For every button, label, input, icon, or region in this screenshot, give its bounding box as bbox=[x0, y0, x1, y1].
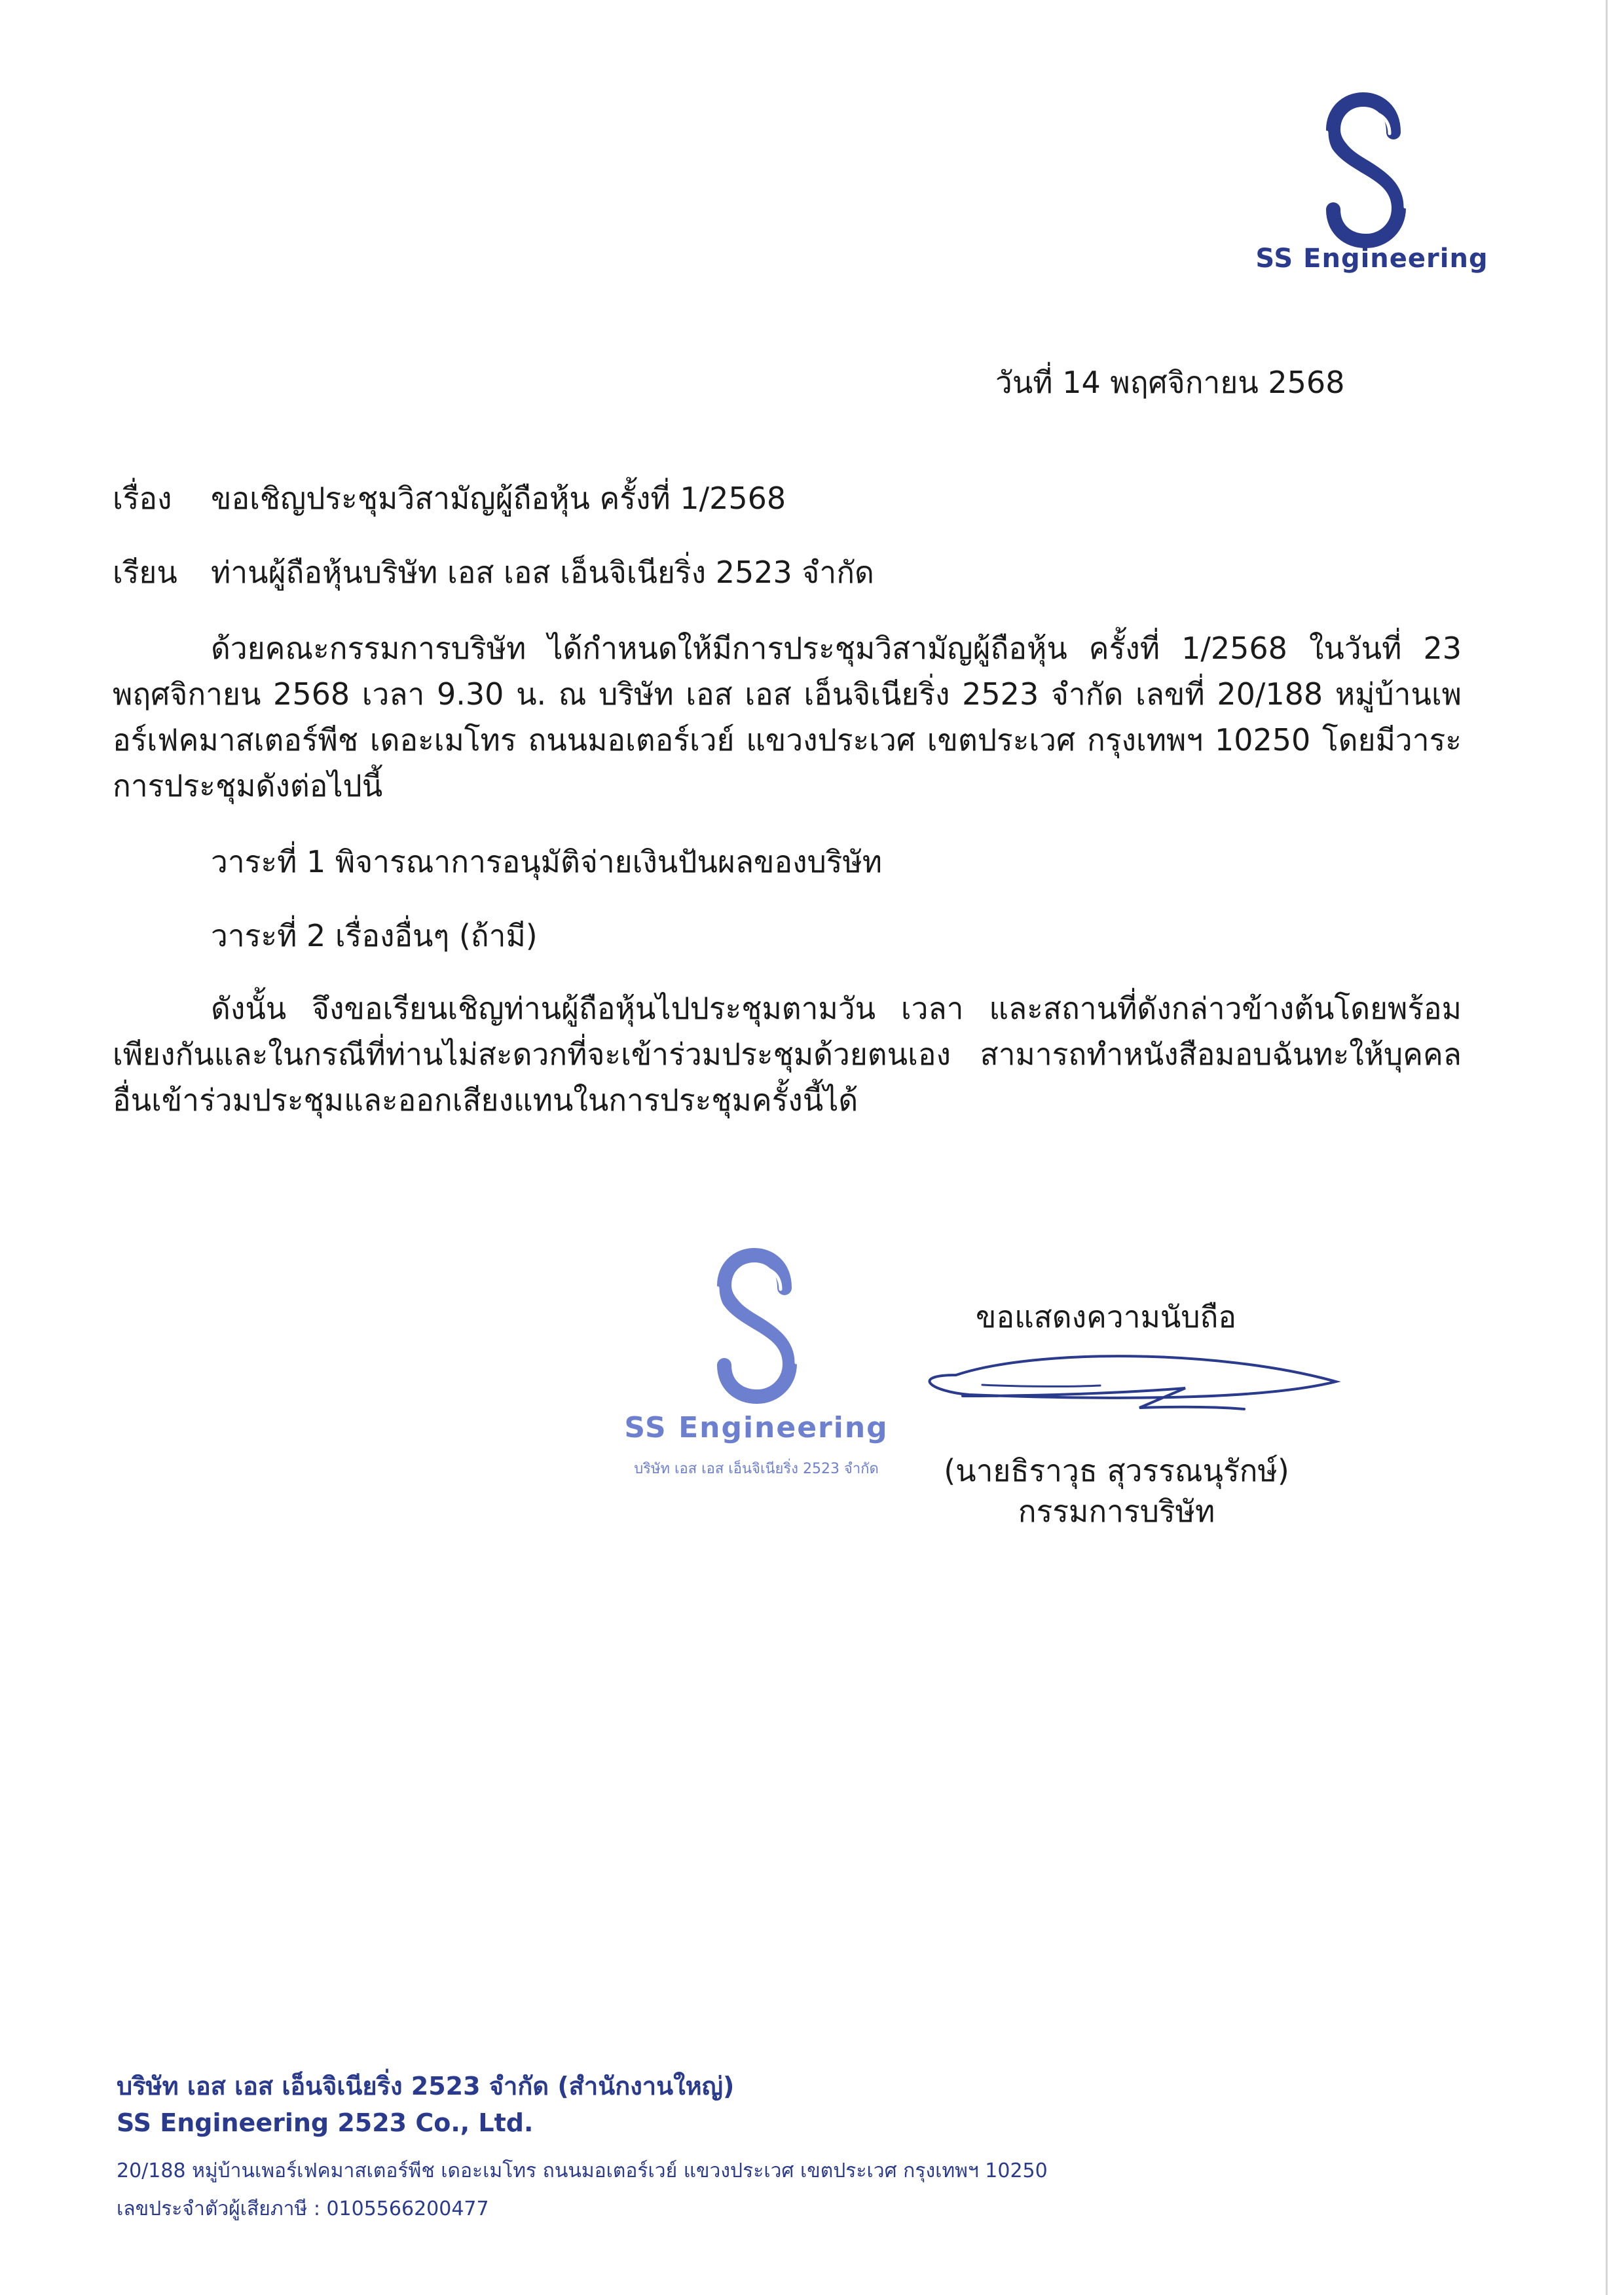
agenda-item-1: วาระที่ 1 พิจารณาการอนุมัติจ่ายเงินปันผลของบริษัท bbox=[211, 844, 883, 879]
footer-address: 20/188 หมู่บ้านเพอร์เฟคมาสเตอร์พีช เดอะเมโทร ถนนมอเตอร์เวย์ แขวงประเวศ เขตประเวศ กรุงเทพฯ 10250 bbox=[117, 2159, 1048, 2182]
subject-line bbox=[113, 475, 786, 523]
recipient-text: ท่านผู้ถือหุ้นบริษัท เอส เอส เอ็นจิเนียริ่ง 2523 จำกัด bbox=[211, 555, 874, 590]
signer-name: (นายธิราวุธ สุวรรณนุรักษ์) bbox=[944, 1453, 1289, 1488]
stamp-name: SS Engineering bbox=[624, 1411, 889, 1444]
stamp-subtitle: บริษัท เอส เอส เอ็นจิเนียริ่ง 2523 จำกัด bbox=[634, 1461, 879, 1477]
footer-company-english: SS Engineering 2523 Co., Ltd. bbox=[117, 2108, 534, 2137]
page-edge-line bbox=[1606, 0, 1608, 2295]
stamp-logo-icon bbox=[707, 1247, 805, 1405]
signer-title: กรรมการบริษัท bbox=[1018, 1494, 1215, 1529]
closing-text: ขอแสดงความนับถือ bbox=[976, 1299, 1237, 1334]
body-paragraph-2-text: ดังนั้น จึงขอเรียนเชิญท่านผู้ถือหุ้นไปประชุมตามวัน เวลา และสถานที่ดังกล่าวข้างต้นโดยพร้อมเพียงกันและในกรณีที่ท่านไม่สะดวกที่จะเข้าร่วมประชุมด้วยตนเอง สามารถทำหนังสือมอบฉันทะให้บุคคลอื่นเข้าร่วมประชุมและออกเสียงแทนในการประชุมครั้งนี้ได้ bbox=[113, 991, 1462, 1118]
body-paragraph-2 bbox=[113, 985, 1462, 1123]
agenda-item-2: วาระที่ 2 เรื่องอื่นๆ (ถ้ามี) bbox=[211, 918, 538, 953]
recipient-line bbox=[113, 549, 874, 597]
recipient-label: เรียน bbox=[113, 555, 177, 590]
footer-tax-id: เลขประจำตัวผู้เสียภาษี : 0105566200477 bbox=[117, 2197, 489, 2220]
letter-date: วันที่ 14 พฤศจิกายน 2568 bbox=[995, 365, 1345, 400]
body-paragraph-1-text: ด้วยคณะกรรมการบริษัท ได้กำหนดให้มีการประชุมวิสามัญผู้ถือหุ้น ครั้งที่ 1/2568 ในวันที่ 23 พฤศจิกายน 2568 เวลา 9.30 น. ณ บริษัท เอส เอส เอ็นจิเนียริ่ง 2523 จำกัด เลขที่ 20/188 หมู่บ้านเพอร์เฟคมาสเตอร์พีช เดอะเมโทร ถนนมอเตอร์เวย์ แขวงประเวศ เขตประเวศ กรุงเทพฯ 10250 โดยมีวาระการประชุมดังต่อไปนี้ bbox=[113, 631, 1462, 803]
company-logo-text: SS Engineering bbox=[1255, 244, 1488, 274]
body-paragraph-1 bbox=[113, 625, 1462, 809]
subject-text: ขอเชิญประชุมวิสามัญผู้ถือหุ้น ครั้งที่ 1/2568 bbox=[211, 481, 786, 516]
company-stamp bbox=[619, 1247, 894, 1483]
company-logo-icon bbox=[1316, 92, 1414, 249]
footer-company-thai: บริษัท เอส เอส เอ็นจิเนียริ่ง 2523 จำกัด (สำนักงานใหญ่) bbox=[117, 2072, 735, 2101]
subject-label: เรื่อง bbox=[113, 481, 172, 516]
handwritten-signature bbox=[904, 1336, 1349, 1434]
